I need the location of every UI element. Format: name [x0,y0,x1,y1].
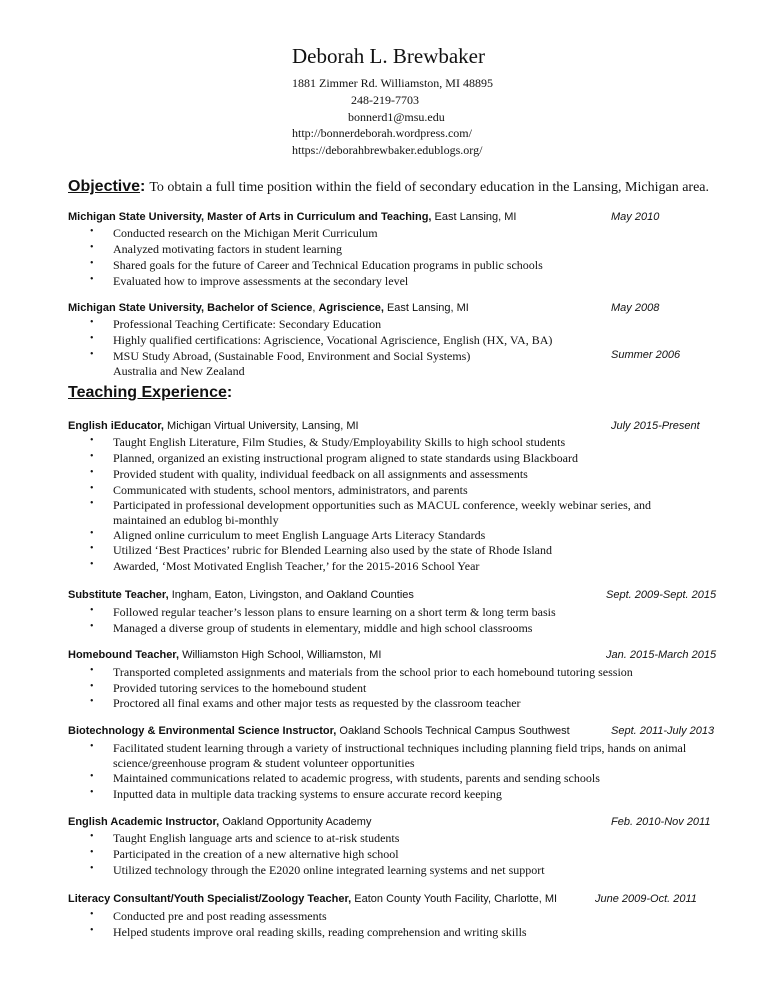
resume-name: Deborah L. Brewbaker [292,44,485,68]
experience-date: Sept. 2011-July 2013 [611,725,715,737]
education-date: May 2008 [611,302,660,314]
study-abroad-date: Summer 2006 [611,349,681,361]
objective: Objective: To obtain a full time position within the field of secondary education in the Lansing, Michigan area. [68,178,710,195]
education-entry-header: Michigan State University, Bachelor of Science, Agriscience, East Lansing, MI [68,302,469,314]
section-title: Teaching Experience: [68,384,233,401]
experience-entry-header: English Academic Instructor, Oakland Opportunity Academy [68,816,372,828]
experience-entry-header: Literacy Consultant/Youth Specialist/Zoology Teacher, Eaton County Youth Facility, Charlotte, MI [68,893,558,905]
experience-entry-header: English iEducator, Michigan Virtual University, Lansing, MI [68,420,359,432]
address: 1881 Zimmer Rd. Williamston, MI 48895 [292,76,493,90]
experience-date: Jan. 2015-March 2015 [606,649,717,661]
list-item-continuation: maintained an edublog bi-monthly [113,513,279,527]
resume-page: Deborah L. Brewbaker 1881 Zimmer Rd. Williamston, MI 48895 248-219-7703 bonnerd1@msu.edu http://bonnerdeborah.wordpress.com/ https://deborahbrewbaker.edublogs.org/ Objective: To obtain a full time position within the field of secondary education in the Lansing, Michigan area. Michigan State University, Master of Arts in Curriculum and Teaching, East Lansing, MI May 2010 • Conducted research on the Michigan Merit Curriculum • Analyzed motivating factors in student learning • Shared goals for the future of Career and Technical Education programs in public schools • Evaluated how to improve assessments at the secondary level Michigan State University, Bachelor of Science, Agriscience, East Lansing, MI May 2008 • Professional Teaching Certificate: Secondary Education • Highly qualified certifications: Agriscience, Vocational Agriscience, English (HX, VA, BA) • MSU Study Abroad, (Sustainable Food, Environment and Social Systems) Summer 2006 Australia and New Zealand Teaching Experience: English iEducator, Michigan Virtual University, Lansing, MI July 2015-Present • Taught English Literature, Film Studies, & Study/Employability Skills to high school students • Planned, organized an existing instructional program aligned to state standards using Blackboard • Provided student with quality, individual feedback on all assignments and assessments • Communicated with students, school mentors, administrators, and parents • Participated in professional development opportunities such as MACUL conference, weekly webinar series, and maintained an edublog bi-monthly • Aligned online curriculum to meet English Language Arts Literacy Standards • Utilized ‘Best Practices’ rubric for Blended Learning also used by the state of Rhode Island • Awarded, ‘Most Motivated English Teacher,’ for the 2015-2016 School Year Substitute Teacher, Ingham, Eaton, Livingston, and Oakland Counties Sept. 2009-Sept. 2015 • Followed regular teacher’s lesson plans to ensure learning on a short term & long term basis • Managed a diverse group of students in elementary, middle and high school classrooms Homebound Teacher, Williamston High School, Williamston, MI Jan. 2015-March 2015 • Transported completed assignments and materials from the school prior to each homebound tutoring session • Provided tutoring services to the homebound student • Proctored all final exams and other major tests as requested by the classroom teacher Biotechnology & Environmental Science Instructor, Oakland Schools Technical Campus Southwest Sept. 2011-July 2013 • Facilitated student learning through a variety of instructional techniques including planning field trips, hands on animal science/greenhouse program & student volunteer opportunities • Maintained communications related to academic progress, with students, parents and sending schools • Inputted data in multiple data tracking systems to ensure accurate record keeping English Academic Instructor, Oakland Opportunity Academy Feb. 2010-Nov 2011 • Taught English language arts and science to at-risk students • Participated in the creation of a new alternative high school • Utilized technology through the E2020 online integrated learning systems and net support Literacy Consultant/Youth Specialist/Zoology Teacher, Eaton County Youth Facility, Charlotte, MI June 2009-Oct. 2011 • Conducted pre and post reading assessments • Helped students improve oral reading skills, reading comprehension and writing skills [0,0,768,994]
experience-entry-header: Substitute Teacher, Ingham, Eaton, Livingston, and Oakland Counties [68,589,414,601]
experience-date: July 2015-Present [611,420,700,432]
phone: 248-219-7703 [351,93,419,107]
experience-entry-header: Homebound Teacher, Williamston High School, Williamston, MI [68,649,382,661]
experience-entry-header: Biotechnology & Environmental Science Instructor, Oakland Schools Technical Campus Southwest [68,725,570,737]
objective-label: Objective [68,178,141,195]
objective-text: To obtain a full time position within the field of secondary education in the Lansing, Michigan area. [149,180,710,195]
list-item-continuation: science/greenhouse program & student volunteer opportunities [113,756,415,770]
list-item-continuation: Australia and New Zealand [113,364,245,378]
education-entry-header: Michigan State University, Master of Arts in Curriculum and Teaching, East Lansing, MI [68,211,517,223]
website-link-2[interactable]: https://deborahbrewbaker.edublogs.org/ [292,143,483,157]
experience-date: Sept. 2009-Sept. 2015 [606,589,717,601]
website-link-1[interactable]: http://bonnerdeborah.wordpress.com/ [292,126,472,140]
email: bonnerd1@msu.edu [348,110,445,124]
experience-date: June 2009-Oct. 2011 [595,893,697,905]
experience-date: Feb. 2010-Nov 2011 [611,816,711,828]
education-date: May 2010 [611,211,660,223]
